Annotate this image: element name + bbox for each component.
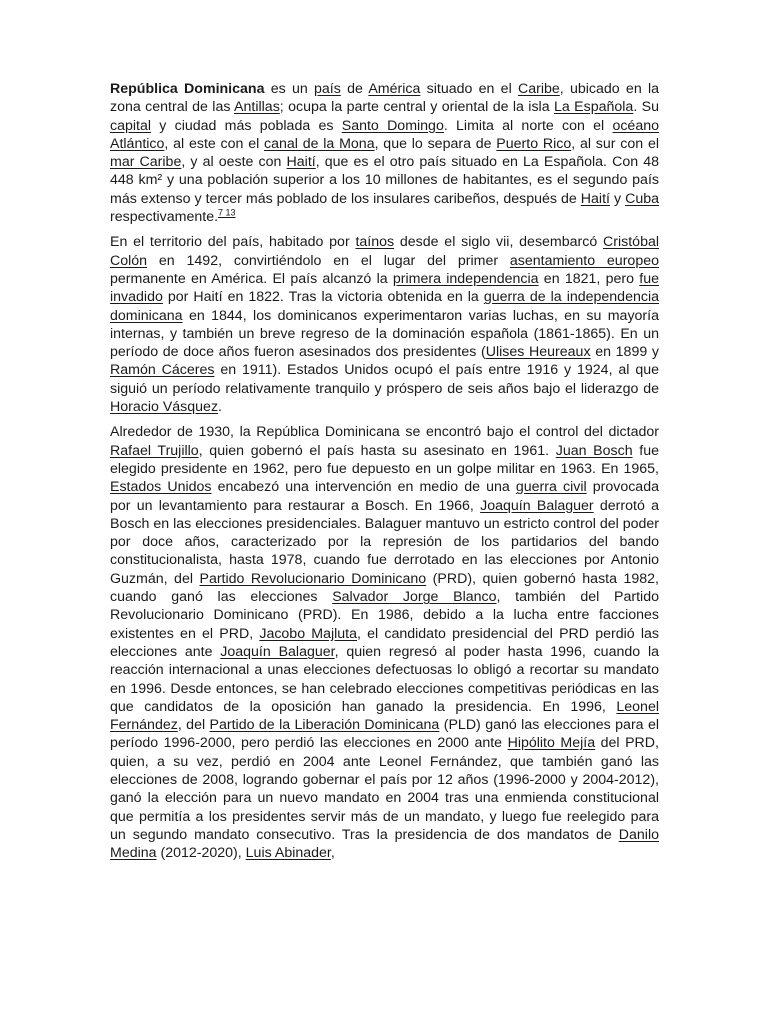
- text-run: en 1844, los dominicanos experimentaron varias luchas, en su mayoría internas, y también un breve regreso de la dominación española (1861-1865). En un período de doce años fueron asesinados dos presidentes (: [110, 307, 659, 361]
- text-run: en 1911). Estados Unidos ocupó el país entre 1916 y 1924, al que siguió un período relativamente tranquilo y próspero de seis años bajo el liderazgo de: [110, 362, 659, 397]
- text-run: por Haití en 1822. Tras la victoria obtenida en la: [162, 289, 484, 306]
- article-link[interactable]: Salvador Jorge Blanco: [332, 589, 497, 606]
- text-run: , y al oeste con: [181, 154, 287, 171]
- text-run: En el territorio del país, habitado por: [110, 234, 356, 251]
- text-run: Alrededor de 1930, la República Dominicana se encontró bajo el control del dictador: [110, 424, 659, 441]
- article-link[interactable]: Haití: [580, 190, 610, 207]
- article-link[interactable]: La Española: [553, 99, 634, 116]
- text-run: respectivamente.: [110, 209, 219, 226]
- article-link[interactable]: Puerto Rico: [496, 135, 572, 152]
- text-run: del PRD, quien, a su vez, perdió en 2004 ante Leonel Fernández, que también ganó las elecciones de 2008, logrando gobernar el país por 12 años (1996-2000 y 2004-2012), ganó la elección para un nuevo mandato en 2004 tras una enmienda constitucional que permitía a los presidentes servir más de un mandato, y luego fue reelegido para un segundo mandato consecutivo. Tras la presidencia de dos mandatos de: [110, 735, 659, 843]
- article-link[interactable]: Partido de la Liberación Dominicana: [209, 717, 440, 734]
- article-link[interactable]: Leonel Fernández: [110, 698, 659, 734]
- text-run: , al sur con el: [571, 135, 659, 152]
- text-run: ; ocupa la parte central y oriental de la isla: [279, 99, 554, 116]
- text-run: , quien gobernó el país hasta su asesinato en 1961.: [198, 442, 556, 459]
- article-link[interactable]: taínos: [355, 234, 395, 251]
- text-run: (PLD) ganó las elecciones para el período 1996-2000, pero perdió las elecciones en 2000 ante: [110, 717, 660, 752]
- article-link[interactable]: Luis Abinader: [245, 845, 331, 862]
- text-run: y: [609, 190, 626, 207]
- text-run: en 1899 y: [590, 344, 659, 361]
- article-link[interactable]: Jacobo Majluta: [259, 625, 358, 642]
- article-link[interactable]: Danilo Medina: [110, 826, 659, 862]
- text-run: , al este con el: [164, 135, 265, 152]
- text-run: y ciudad más poblada es: [151, 117, 342, 134]
- article-link[interactable]: Cristóbal Colón: [110, 234, 659, 269]
- text-run: es un: [264, 81, 314, 97]
- article-link[interactable]: Joaquín Balaguer: [480, 497, 594, 514]
- article-link[interactable]: Estados Unidos: [110, 479, 212, 496]
- text-run: (PRD), quien gobernó hasta 1982, cuando ganó las elecciones: [110, 570, 659, 606]
- article-link[interactable]: Caribe: [517, 81, 560, 97]
- text-run: . Limita al norte con el: [443, 117, 613, 134]
- article-link[interactable]: fue invadido: [110, 270, 659, 306]
- text-run: provocada por un levantamiento para restaurar a Bosch. En 1966,: [110, 479, 659, 514]
- article-link[interactable]: mar Caribe: [110, 154, 182, 171]
- paragraph: [110, 233, 659, 416]
- article-link[interactable]: Antillas: [234, 99, 280, 116]
- article-link[interactable]: canal de la Mona: [264, 135, 375, 152]
- paragraph: [110, 80, 659, 226]
- text-run: en 1821, pero: [538, 270, 640, 287]
- article-link[interactable]: Ulises Heureaux: [485, 344, 591, 361]
- document-page: [110, 80, 659, 869]
- article-link[interactable]: Partido Revolucionario Dominicano: [199, 570, 427, 587]
- text-run: , que es el otro país situado en La Española. Con 48 448 km² y una población superior a los 10 millones de habitantes, es el segundo país más extenso y tercer más poblado de los insulares caribeños, después de: [110, 154, 660, 207]
- text-run: permanente en América. El país alcanzó la: [110, 270, 393, 287]
- article-link[interactable]: océano Atlántico: [110, 117, 659, 152]
- text-run: , ubicado en la zona central de las: [110, 81, 660, 116]
- text-run: . Su: [633, 99, 660, 116]
- text-run: fue elegido presidente en 1962, pero fue depuesto en un golpe militar en 1963. En 1965,: [110, 442, 659, 477]
- text-run: , el candidato presidencial del PRD perdió las elecciones ante: [110, 625, 659, 660]
- text-run: , también del Partido Revolucionario Dominicano (PRD). En 1986, debido a la lucha entre facciones existentes en el PRD,: [110, 589, 659, 642]
- article-link[interactable]: Horacio Vásquez: [110, 399, 219, 416]
- article-link[interactable]: asentamiento europeo: [509, 252, 659, 269]
- article-link[interactable]: Santo Domingo: [341, 117, 444, 134]
- article-link[interactable]: Haití: [286, 154, 316, 171]
- paragraph: [110, 423, 659, 862]
- article-link[interactable]: guerra de la independencia dominicana: [110, 289, 659, 324]
- article-link[interactable]: Juan Bosch: [555, 442, 633, 459]
- bold-term: República Dominicana: [110, 81, 265, 97]
- article-link[interactable]: Ramón Cáceres: [110, 362, 215, 379]
- text-run: encabezó una intervención en medio de una: [211, 479, 516, 496]
- text-run: , del: [177, 717, 210, 734]
- article-link[interactable]: primera independencia: [392, 270, 539, 287]
- text-run: desde el siglo vii, desembarcó: [394, 234, 604, 251]
- article-link[interactable]: 7 13: [218, 207, 236, 218]
- text-run: .: [218, 399, 222, 416]
- article-link[interactable]: país: [314, 81, 341, 97]
- article-link[interactable]: Joaquín Balaguer: [220, 643, 335, 660]
- article-link[interactable]: guerra civil: [515, 479, 587, 496]
- article-link[interactable]: Rafael Trujillo: [110, 442, 199, 459]
- article-link[interactable]: Hipólito Mejía: [507, 735, 596, 752]
- text-run: , quien regresó al poder hasta 1996, cuando la reacción internacional a unas elecciones defectuosas lo obligó a recortar su mandato en 1996. Desde entonces, se han celebrado elecciones competitivas periódicas en las que candidatos de la oposición han ganado la presidencia. En 1996,: [110, 643, 659, 715]
- text-run: ,: [330, 845, 335, 862]
- article-link[interactable]: Cuba: [625, 190, 659, 207]
- text-run: situado en el: [420, 81, 518, 97]
- text-run: de: [340, 81, 369, 97]
- article-link[interactable]: América: [368, 81, 421, 97]
- text-run: (2012-2020),: [156, 845, 246, 862]
- text-run: derrotó a Bosch en las elecciones presidenciales. Balaguer mantuvo un estricto control del poder por doce años, caracterizado por la represión de los partidarios del bando constitucionalista, hasta 1978, cuando fue derrotado en las elecciones por Antonio Guzmán, del: [110, 497, 659, 587]
- text-run: , que lo separa de: [374, 135, 497, 152]
- article-link[interactable]: capital: [110, 117, 152, 134]
- text-run: en 1492, convirtiéndolo en el lugar del primer: [147, 252, 510, 269]
